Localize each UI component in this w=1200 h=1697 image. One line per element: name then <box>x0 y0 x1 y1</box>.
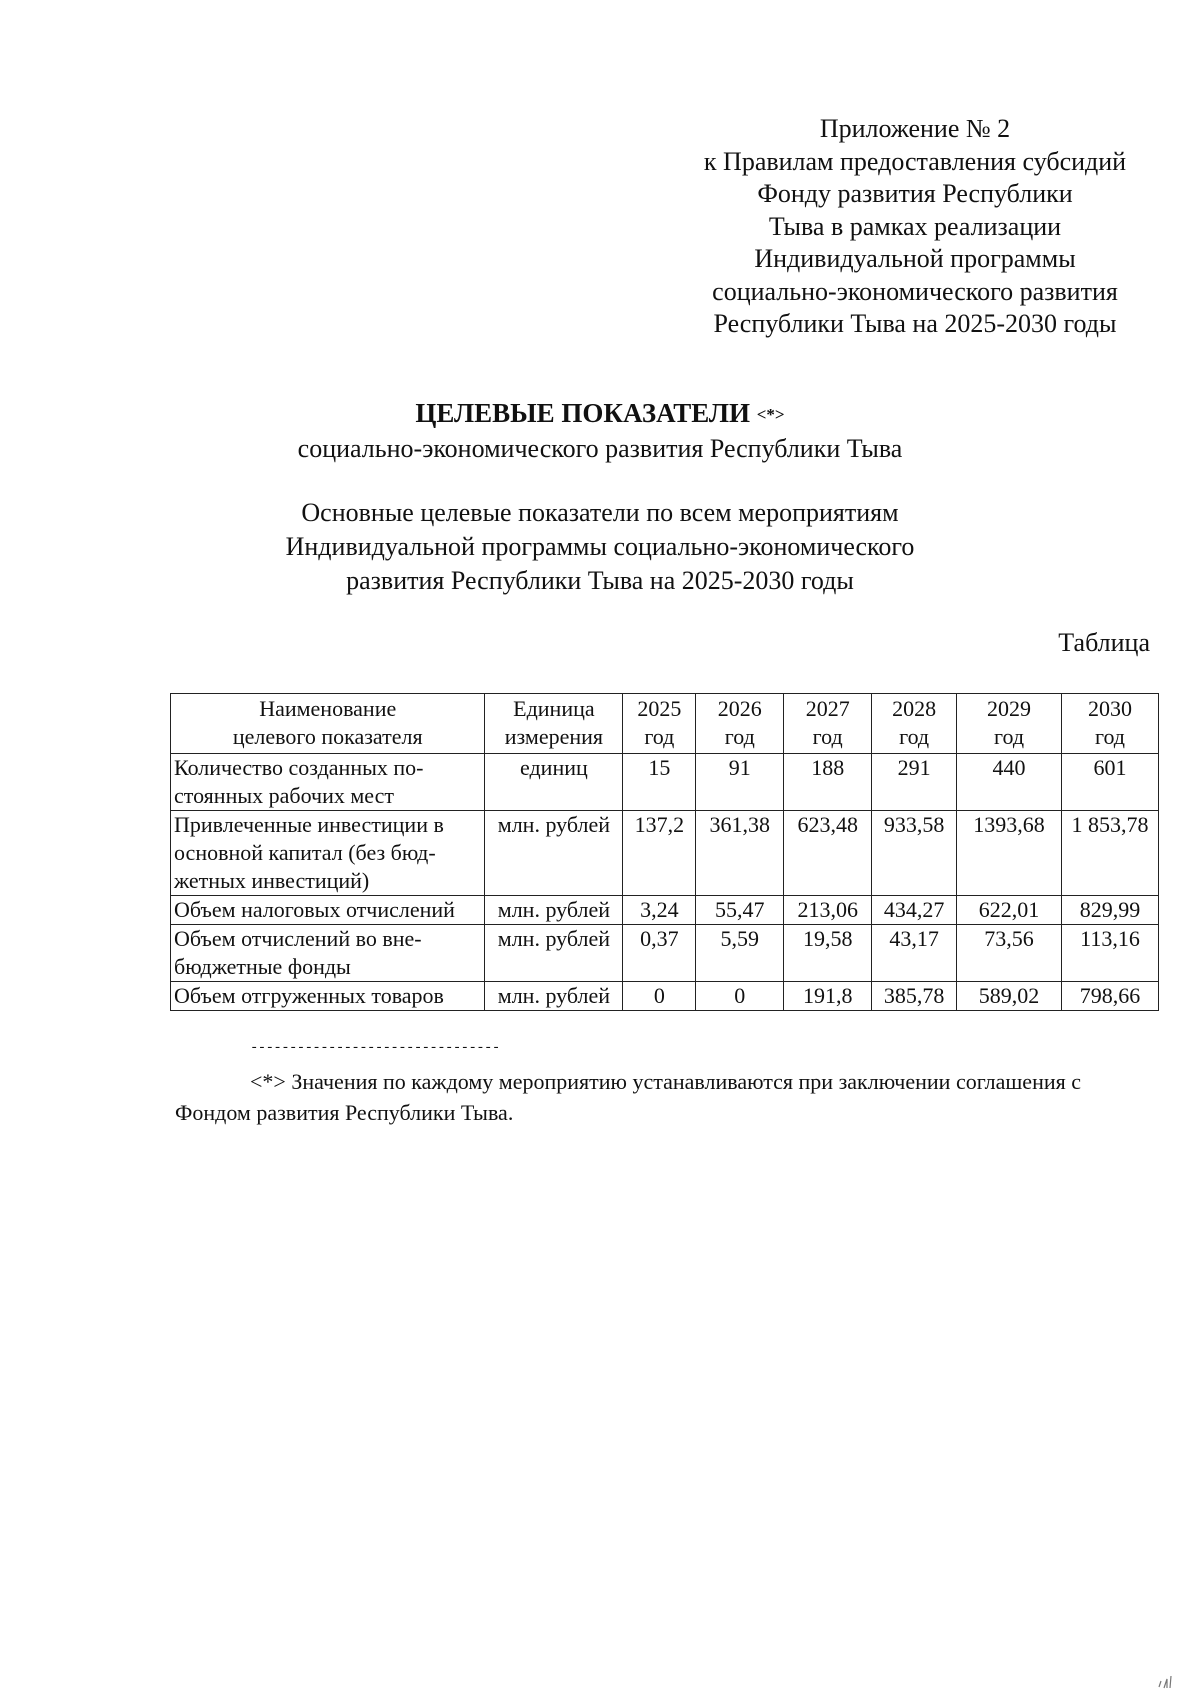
pen-mark-icon <box>1155 1670 1177 1690</box>
row-value: 440 <box>957 754 1062 811</box>
appendix-line: Индивидуальной программы <box>754 244 1076 273</box>
row-value: 933,58 <box>872 811 957 896</box>
table-header-row <box>171 694 1159 754</box>
row-unit: млн. рублей <box>485 925 623 982</box>
appendix-line: к Правилам предоставления субсидий <box>703 146 1127 176</box>
row-value: 73,56 <box>957 925 1062 982</box>
row-value: 1 853,78 <box>1062 811 1159 896</box>
row-value: 601 <box>1062 754 1159 811</box>
table-row <box>171 754 1159 811</box>
row-value: 0 <box>623 982 696 1011</box>
row-value: 1393,68 <box>957 811 1062 896</box>
row-indicator-name: Объем отгруженных товаров <box>171 982 485 1011</box>
row-value: 291 <box>872 754 957 811</box>
row-value: 385,78 <box>872 982 957 1011</box>
appendix-heading <box>655 113 1175 341</box>
footnote-separator: -------------------------------- <box>250 1040 500 1056</box>
footnote-text: <*> Значения по каждому мероприятию устанавливаются при заключении соглашения с Фондом развития Республики Тыва. <box>175 1069 1081 1125</box>
header-name: Наименование целевого показателя <box>171 694 485 754</box>
row-value: 137,2 <box>623 811 696 896</box>
row-value: 191,8 <box>784 982 872 1011</box>
row-value: 623,48 <box>784 811 872 896</box>
row-unit: единиц <box>485 754 623 811</box>
row-value: 434,27 <box>872 896 957 925</box>
header-year: 2030 год <box>1062 694 1159 754</box>
row-value: 5,59 <box>696 925 784 982</box>
title-footnote-marker: <*> <box>756 405 785 424</box>
row-value: 213,06 <box>784 896 872 925</box>
table-label: Таблица <box>1058 628 1150 657</box>
row-value: 0 <box>696 982 784 1011</box>
row-indicator-name: Привлеченные инвестиции в основной капитал (без бюд- жетных инвестиций) <box>171 811 485 896</box>
header-year: 2025 год <box>623 694 696 754</box>
table-row <box>171 982 1159 1011</box>
row-indicator-name: Объем отчислений во вне- бюджетные фонды <box>171 925 485 982</box>
row-value: 19,58 <box>784 925 872 982</box>
row-value: 113,16 <box>1062 925 1159 982</box>
header-year: 2029 год <box>957 694 1062 754</box>
header-year: 2026 год <box>696 694 784 754</box>
row-indicator-name: Объем налоговых отчислений <box>171 896 485 925</box>
row-indicator-name: Количество созданных по- стоянных рабочих мест <box>171 754 485 811</box>
row-value: 91 <box>696 754 784 811</box>
row-value: 622,01 <box>957 896 1062 925</box>
row-unit: млн. рублей <box>485 811 623 896</box>
table-row <box>171 896 1159 925</box>
row-value: 43,17 <box>872 925 957 982</box>
header-year: 2028 год <box>872 694 957 754</box>
row-value: 829,99 <box>1062 896 1159 925</box>
row-value: 798,66 <box>1062 982 1159 1011</box>
appendix-line: Тыва в рамках реализации <box>768 211 1062 241</box>
subtitle-line: Основные целевые показатели по всем мероприятиям <box>301 498 899 527</box>
appendix-line: Республики Тыва на 2025-2030 годы <box>713 309 1117 338</box>
row-value: 0,37 <box>623 925 696 982</box>
header-unit: Единица измерения <box>485 694 623 754</box>
title-second-line: социально-экономического развития Республики Тыва <box>297 434 903 463</box>
row-value: 3,24 <box>623 896 696 925</box>
appendix-line: Фонду развития Республики <box>757 179 1073 208</box>
row-value: 361,38 <box>696 811 784 896</box>
subtitle-line: Индивидуальной программы социально-экономического <box>285 532 915 561</box>
title-main-line <box>100 396 1100 432</box>
row-value: 188 <box>784 754 872 811</box>
table-row <box>171 811 1159 896</box>
row-value: 589,02 <box>957 982 1062 1011</box>
row-value: 55,47 <box>696 896 784 925</box>
target-indicators-table <box>170 693 1159 1011</box>
row-value: 15 <box>623 754 696 811</box>
row-unit: млн. рублей <box>485 982 623 1011</box>
appendix-line: социально-экономического развития <box>712 276 1118 306</box>
subtitle-line: развития Республики Тыва на 2025-2030 годы <box>346 566 854 595</box>
title-main-text: ЦЕЛЕВЫЕ ПОКАЗАТЕЛИ <box>415 398 750 428</box>
header-year: 2027 год <box>784 694 872 754</box>
appendix-line: Приложение № 2 <box>819 114 1011 143</box>
document-subtitle <box>100 496 1100 598</box>
document-title <box>100 396 1100 466</box>
table-row <box>171 925 1159 982</box>
row-unit: млн. рублей <box>485 896 623 925</box>
